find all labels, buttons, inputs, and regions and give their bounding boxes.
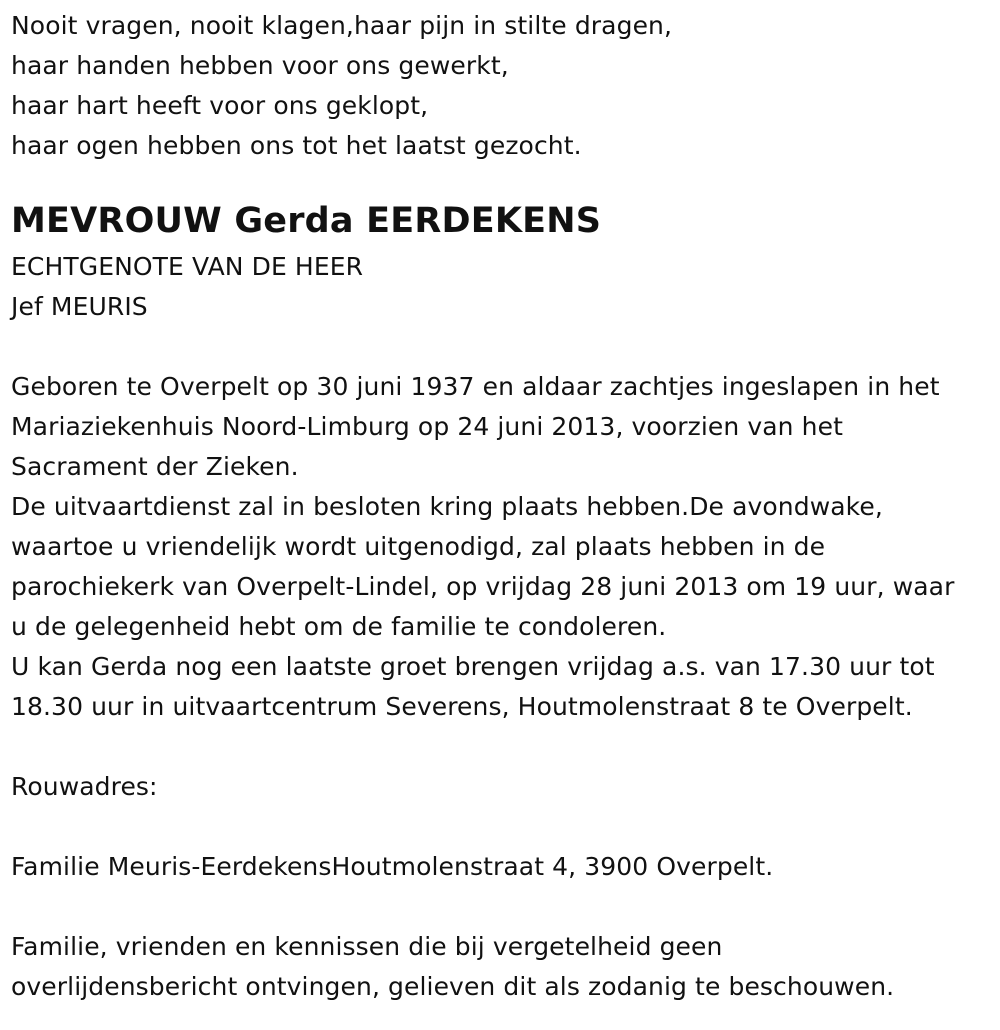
mourning-address: Familie Meuris-EerdekensHoutmolenstraat 4, 3900 Overpelt.: [11, 852, 774, 881]
body-line: Sacrament der Zieken.: [11, 452, 299, 481]
poem-line: haar handen hebben voor ons gewerkt,: [11, 51, 509, 80]
poem: [11, 6, 996, 166]
poem-line: haar hart heeft voor ons geklopt,: [11, 91, 429, 120]
relation-label: ECHTGENOTE VAN DE HEER: [11, 252, 364, 281]
obituary-notice: [11, 0, 996, 1007]
body-line: parochiekerk van Overpelt-Lindel, op vrijdag 28 juni 2013 om 19 uur, waar: [11, 572, 955, 601]
body-line: Mariaziekenhuis Noord-Limburg op 24 juni 2013, voorzien van het: [11, 412, 843, 441]
body-line: Geboren te Overpelt op 30 juni 1937 en aldaar zachtjes ingeslapen in het: [11, 372, 940, 401]
body-text: [11, 367, 996, 727]
poem-line: Nooit vragen, nooit klagen,haar pijn in stilte dragen,: [11, 11, 673, 40]
deceased-name: MEVROUW Gerda EERDEKENS: [11, 201, 602, 241]
closing-line: overlijdensbericht ontvingen, gelieven dit als zodanig te beschouwen.: [11, 972, 895, 1001]
body-line: waartoe u vriendelijk wordt uitgenodigd, zal plaats hebben in de: [11, 532, 826, 561]
closing-line: Familie, vrienden en kennissen die bij vergetelheid geen: [11, 932, 723, 961]
body-line: De uitvaartdienst zal in besloten kring plaats hebben.De avondwake,: [11, 492, 883, 521]
poem-line: haar ogen hebben ons tot het laatst gezocht.: [11, 131, 582, 160]
address-label: Rouwadres:: [11, 772, 158, 801]
body-line: u de gelegenheid hebt om de familie te condoleren.: [11, 612, 667, 641]
closing-text: [11, 927, 996, 1007]
body-line: 18.30 uur in uitvaartcentrum Severens, Houtmolenstraat 8 te Overpelt.: [11, 692, 913, 721]
body-line: U kan Gerda nog een laatste groet brengen vrijdag a.s. van 17.30 uur tot: [11, 652, 935, 681]
spouse-name: Jef MEURIS: [11, 292, 148, 321]
